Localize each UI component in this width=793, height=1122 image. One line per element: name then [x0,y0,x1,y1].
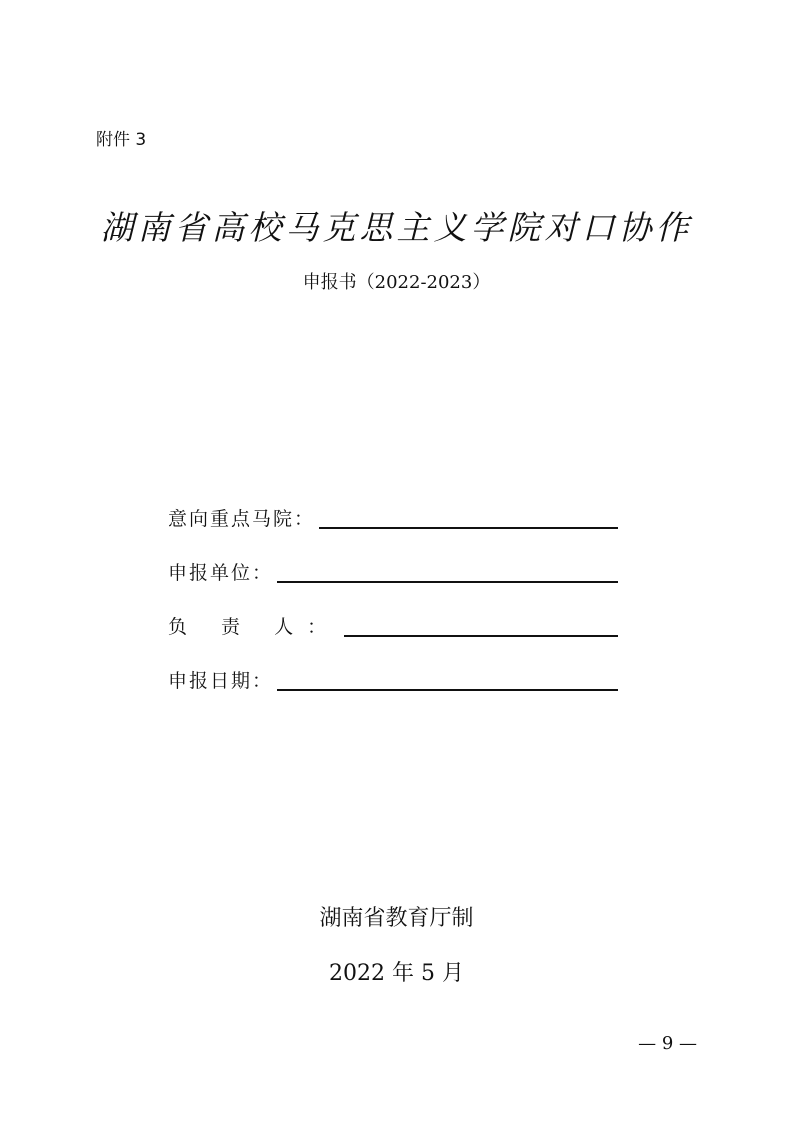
issue-date: 2022 年 5 月 [329,961,464,986]
field-label-person-in-charge: 负 责 人： [168,616,341,638]
applicant-unit-blank-line[interactable] [277,557,618,583]
field-row-applicant-unit [168,533,618,587]
field-row-person-in-charge [168,587,618,641]
document-subtitle: 申报书（2022-2023） [302,272,491,293]
application-date-blank-line[interactable] [277,665,618,691]
issuer-text: 湖南省教育厅制 [319,906,474,931]
field-label-applicant-unit: 申报单位： [168,562,274,584]
application-form [168,479,618,695]
intended-college-blank-line[interactable] [319,503,618,529]
field-label-application-date: 申报日期： [168,670,274,692]
field-row-application-date [168,641,618,695]
attachment-label: 附件 3 [96,130,147,150]
field-row-intended-college [168,479,618,533]
document-title: 湖南省高校马克思主义学院对口协作 [100,208,693,247]
field-label-intended-college: 意向重点马院： [168,508,316,530]
person-in-charge-blank-line[interactable] [344,611,618,637]
page-number: — 9 — [638,1033,697,1054]
